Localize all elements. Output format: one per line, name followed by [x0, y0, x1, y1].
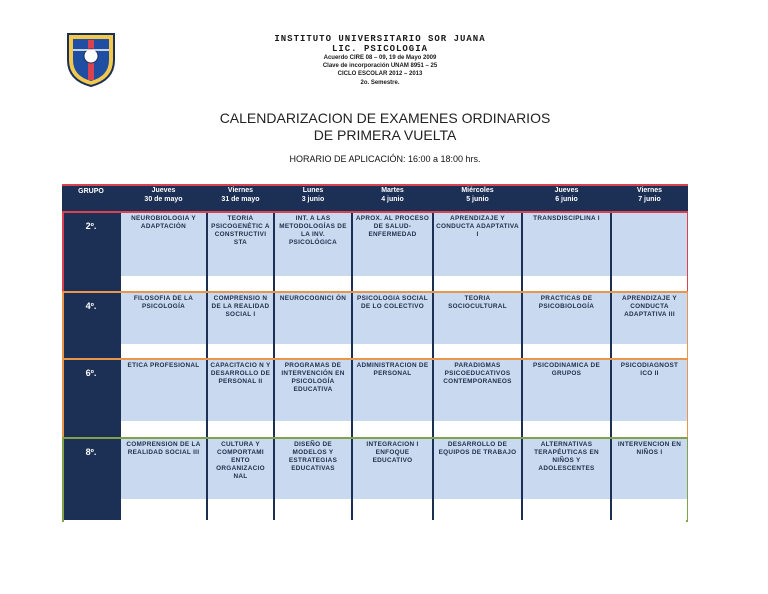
page-title: [180, 110, 590, 144]
exam-cell: DESARROLLO DE EQUIPOS DE TRABAJO: [434, 439, 521, 501]
exam-cell: NEUROBIOLOGIA Y ADAPTACIÓN: [121, 213, 206, 278]
exam-cell: FILOSOFIA DE LA PSICOLOGÍA: [121, 293, 206, 346]
blank-cell: [353, 344, 432, 358]
column-day: Viernes: [636, 187, 663, 194]
exam-cell: TEORIA PSICOGENÉTIC A CONSTRUCTIVI STA: [208, 213, 273, 278]
blank-cell: [275, 344, 351, 358]
exam-cell: INTEGRACION I ENFOQUE EDUCATIVO: [353, 439, 432, 501]
group-label: 4º.: [85, 301, 97, 311]
column-date: 30 de mayo: [144, 196, 183, 203]
institution-name: INSTITUTO UNIVERSITARIO SOR JUANA: [274, 34, 486, 44]
column-header: [611, 186, 688, 212]
exam-cell: PROGRAMAS DE INTERVENCIÓN EN PSICOLOGÍA EDUCATIVA: [275, 360, 351, 423]
column-date: 5 junio: [466, 196, 489, 203]
group-label: 6º.: [85, 368, 97, 378]
column-day: Lunes: [302, 187, 324, 194]
blank-cell: [121, 421, 206, 437]
blank-cell: [434, 344, 521, 358]
blank-cell: [121, 276, 206, 291]
blank-cell: [523, 276, 610, 291]
column-day: Viernes: [227, 187, 254, 194]
exam-cell: CAPACITACIO N Y DESARROLLO DE PERSONAL II: [208, 360, 273, 423]
blank-cell: [275, 499, 351, 520]
exam-cell: PSICOLOGIA SOCIAL DE LO COLECTIVO: [353, 293, 432, 346]
exam-cell: APRENDIZAJE Y CONDUCTA ADAPTATIVA I: [434, 213, 521, 278]
blank-cell: [612, 276, 687, 291]
blank-cell: [353, 276, 432, 291]
exam-cell: ALTERNATIVAS TERAPÉUTICAS EN NIÑOS Y ADOLESCENTES: [523, 439, 610, 501]
exam-cell: APRENDIZAJE Y CONDUCTA ADAPTATIVA III: [612, 293, 687, 346]
blank-cell: [353, 421, 432, 437]
blank-cell: [523, 421, 610, 437]
blank-cell: [434, 499, 521, 520]
exam-cell: ETICA PROFESIONAL: [121, 360, 206, 423]
exam-cell: PSICODINAMICA DE GRUPOS: [523, 360, 610, 423]
exam-cell: INTERVENCION EN NIÑOS I: [612, 439, 687, 501]
incorporation-text: Clave de incorporación UNAM 8951 – 25: [322, 63, 438, 69]
group-label: 8º.: [85, 447, 97, 457]
blank-cell: [353, 499, 432, 520]
column-date: 3 junio: [301, 196, 325, 203]
exam-cell: TEORIA SOCIOCULTURAL: [434, 293, 521, 346]
column-header: [522, 186, 611, 212]
exam-cell: INT. A LAS METODOLOGÍAS DE LA INV. PSICOLÓGICA: [275, 213, 351, 278]
blank-cell: [612, 499, 687, 520]
blank-cell: [208, 421, 273, 437]
exam-cell: TRANSDISCIPLINA I: [523, 213, 610, 278]
exam-cell: PARADIGMAS PSICOEDUCATIVOS CONTEMPORANEOS: [434, 360, 521, 423]
blank-cell: [434, 276, 521, 291]
column-day: Jueves: [151, 187, 176, 194]
blank-cell: [208, 499, 273, 520]
column-day: Martes: [381, 187, 404, 194]
semester-text: 2o. Semestre.: [360, 80, 400, 86]
exam-cell: ADMINISTRACION DE PERSONAL: [353, 360, 432, 423]
program-name: LIC. PSICOLOGIA: [331, 44, 428, 54]
column-header: [274, 186, 352, 212]
blank-cell: [612, 344, 687, 358]
institution-seal-logo: [64, 30, 118, 88]
column-header: [120, 186, 207, 212]
exam-cell: PSICODIAGNOST ICO II: [612, 360, 687, 423]
schedule-text: HORARIO DE APLICACIÓN: 16:00 a 18:00 hrs.: [289, 154, 481, 164]
exam-cell: PRACTICAS DE PSICOBIOLOGÍA: [523, 293, 610, 346]
exam-cell: [612, 213, 687, 278]
agreement-text: Acuerdo CIRE 08 – 09, 19 de Mayo 2009: [323, 55, 437, 61]
blank-cell: [275, 421, 351, 437]
exam-cell: NEUROCOGNICI ÓN: [275, 293, 351, 346]
exam-cell: APROX. AL PROCESO DE SALUD-ENFERMEDAD: [353, 213, 432, 278]
group-header: GRUPO: [78, 188, 104, 195]
blank-cell: [121, 344, 206, 358]
blank-cell: [208, 276, 273, 291]
blank-cell: [434, 421, 521, 437]
column-header: [207, 186, 274, 212]
column-header: [433, 186, 522, 212]
title-line-1: CALENDARIZACION DE EXAMENES ORDINARIOS: [219, 110, 551, 126]
exam-cell: COMPRENSIO N DE LA REALIDAD SOCIAL I: [208, 293, 273, 346]
blank-cell: [523, 499, 610, 520]
blank-cell: [121, 499, 206, 520]
blank-cell: [612, 421, 687, 437]
exam-cell: COMPRENSION DE LA REALIDAD SOCIAL III: [121, 439, 206, 501]
column-date: 31 de mayo: [221, 196, 260, 203]
column-day: Jueves: [554, 187, 579, 194]
blank-cell: [523, 344, 610, 358]
exam-cell: CULTURA Y COMPORTAMI ENTO ORGANIZACIO NAL: [208, 439, 273, 501]
blank-cell: [275, 276, 351, 291]
title-line-2: DE PRIMERA VUELTA: [313, 127, 457, 143]
blank-cell: [208, 344, 273, 358]
cycle-text: CICLO ESCOLAR 2012 – 2013: [337, 71, 423, 77]
column-date: 7 junio: [638, 196, 661, 203]
column-day: Miércoles: [461, 187, 494, 194]
column-date: 6 junio: [555, 196, 578, 203]
group-label: 2º.: [85, 221, 97, 231]
column-date: 4 junio: [381, 196, 404, 203]
column-header: [352, 186, 433, 212]
exam-cell: DISEÑO DE MODELOS Y ESTRATEGIAS EDUCATIVAS: [275, 439, 351, 501]
